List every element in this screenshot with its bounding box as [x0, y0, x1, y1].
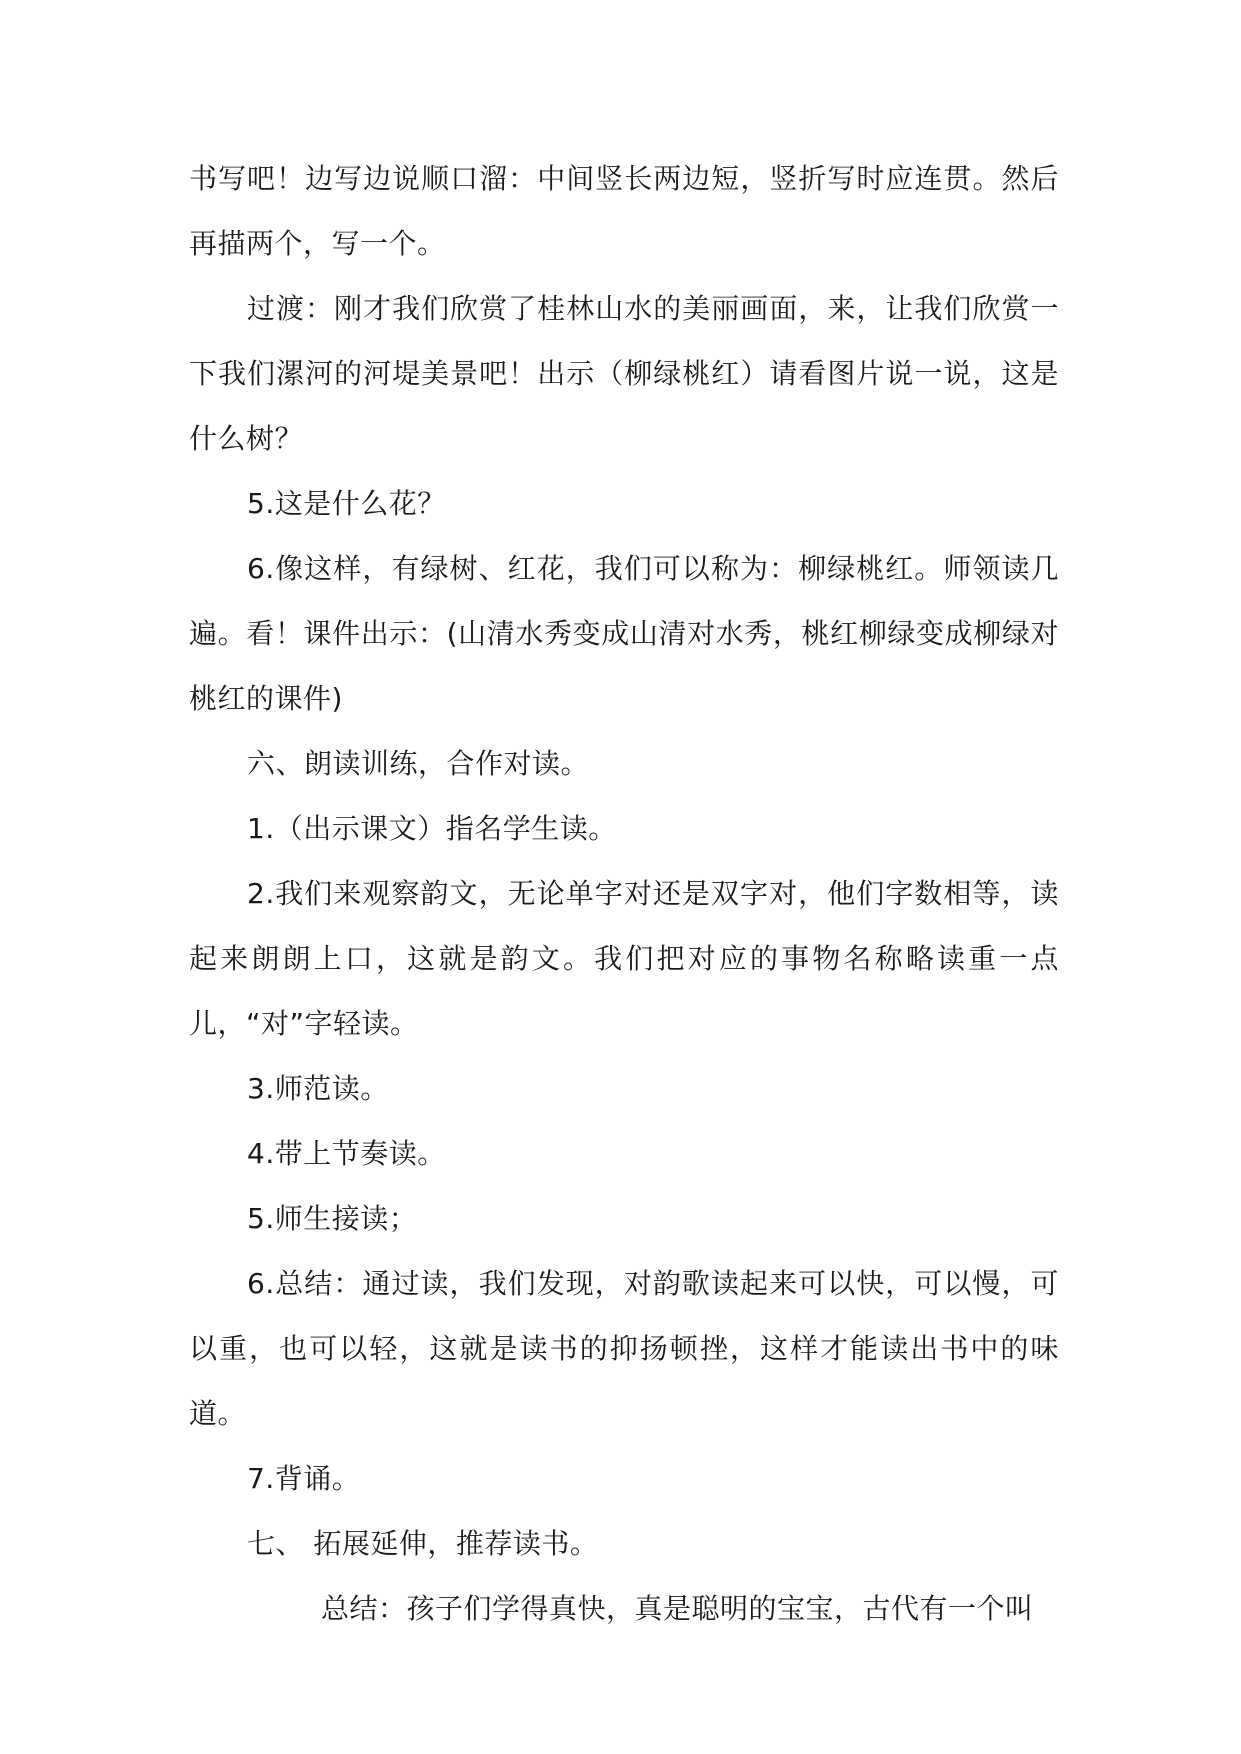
paragraph: 6.总结：通过读，我们发现，对韵歌读起来可以快，可以慢，可以重，也可以轻，这就是读书的抑扬顿挫，这样才能读出书中的味道。: [189, 1267, 1059, 1430]
document-body: [189, 146, 1059, 1641]
paragraph: 5.这是什么花？: [247, 487, 446, 520]
paragraph: 过渡：刚才我们欣赏了桂林山水的美丽画面，来，让我们欣赏一下我们漯河的河堤美景吧！出示（柳绿桃红）请看图片说一说，这是什么树？: [189, 292, 1059, 455]
paragraph: 2.我们来观察韵文，无论单字对还是双字对，他们字数相等，读起来朗朗上口，这就是韵文。我们把对应的事物名称略读重一点儿，“对”字轻读。: [189, 877, 1059, 1040]
paragraph: 5.师生接读；: [247, 1202, 418, 1235]
paragraph: 4.带上节奏读。: [247, 1137, 446, 1170]
paragraph: 1.（出示课文）指名学生读。: [247, 812, 617, 845]
paragraph: 书写吧！边写边说顺口溜：中间竖长两边短，竖折写时应连贯。然后再描两个，写一个。: [189, 162, 1059, 260]
paragraph: 7.背诵。: [247, 1462, 361, 1495]
section-heading: 六、朗读训练，合作对读。: [247, 747, 590, 780]
paragraph: 3.师范读。: [247, 1072, 389, 1105]
paragraph: 总结：孩子们学得真快，真是聪明的宝宝，古代有一个叫: [321, 1592, 1034, 1625]
section-heading: 七、 拓展延伸，推荐读书。: [247, 1527, 599, 1560]
paragraph: 6.像这样，有绿树、红花，我们可以称为：柳绿桃红。师领读几遍。看！课件出示：(山清水秀变成山清对水秀，桃红柳绿变成柳绿对桃红的课件): [189, 552, 1059, 715]
